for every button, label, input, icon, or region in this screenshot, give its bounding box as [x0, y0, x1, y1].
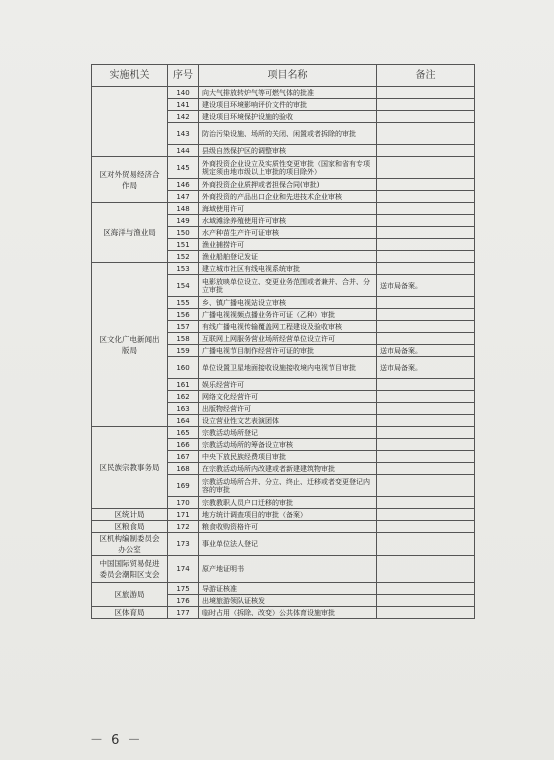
- remark-cell: [377, 379, 475, 391]
- item-name-cell: 地方统计调查项目的审批（备案）: [199, 509, 377, 521]
- remark-cell: [377, 99, 475, 111]
- number-cell: 168: [168, 463, 199, 475]
- item-name-cell: 建设项目环境影响评价文件的审批: [199, 99, 377, 111]
- item-name-cell: 向大气排放转炉气等可燃气体的批准: [199, 87, 377, 99]
- header-item-name: 项目名称: [199, 65, 377, 87]
- item-name-cell: 外商投资的产品出口企业和先进技术企业审核: [199, 191, 377, 203]
- item-name-cell: 有线广播电视传输覆盖网工程建设及验收审核: [199, 321, 377, 333]
- item-name-cell: 防治污染设施、场所的关闭、闲置或者拆除的审批: [199, 123, 377, 145]
- remark-cell: [377, 297, 475, 309]
- remark-cell: [377, 215, 475, 227]
- number-cell: 171: [168, 509, 199, 521]
- remark-cell: [377, 179, 475, 191]
- item-name-cell: 出境旅游领队证核发: [199, 595, 377, 607]
- table-row: [92, 509, 475, 521]
- number-cell: 172: [168, 521, 199, 533]
- item-name-cell: 水域滩涂养殖使用许可审核: [199, 215, 377, 227]
- item-name-cell: 宗教教职人员户口迁移的审批: [199, 497, 377, 509]
- table-row: [92, 607, 475, 619]
- agency-cell: 区文化广电新闻出版局: [92, 263, 168, 427]
- item-name-cell: 建立城市社区有线电视系统审批: [199, 263, 377, 275]
- number-cell: 164: [168, 415, 199, 427]
- table-row: [92, 87, 475, 99]
- item-name-cell: 海域使用许可: [199, 203, 377, 215]
- number-cell: 165: [168, 427, 199, 439]
- remark-cell: 送市局备案。: [377, 357, 475, 379]
- number-cell: 167: [168, 451, 199, 463]
- number-cell: 166: [168, 439, 199, 451]
- remark-cell: [377, 321, 475, 333]
- remark-cell: [377, 157, 475, 179]
- number-cell: 152: [168, 251, 199, 263]
- table-body: [92, 87, 475, 619]
- number-cell: 151: [168, 239, 199, 251]
- remark-cell: [377, 403, 475, 415]
- agency-cell: 区统计局: [92, 509, 168, 521]
- number-cell: 145: [168, 157, 199, 179]
- item-name-cell: 宗教活动场所登记: [199, 427, 377, 439]
- remark-cell: [377, 309, 475, 321]
- agency-cell: 区对外贸易经济合作局: [92, 157, 168, 203]
- item-name-cell: 临时占用（拆除、改变）公共体育设施审批: [199, 607, 377, 619]
- table-row: [92, 157, 475, 179]
- number-cell: 143: [168, 123, 199, 145]
- number-cell: 148: [168, 203, 199, 215]
- header-remark: 备注: [377, 65, 475, 87]
- remark-cell: [377, 251, 475, 263]
- number-cell: 169: [168, 475, 199, 497]
- table-row: [92, 533, 475, 556]
- remark-cell: [377, 263, 475, 275]
- number-cell: 173: [168, 533, 199, 556]
- page-number: － 6 －: [90, 733, 143, 748]
- number-cell: 142: [168, 111, 199, 123]
- number-cell: 159: [168, 345, 199, 357]
- agency-cell: 区机构编制委员会办公室: [92, 533, 168, 556]
- remark-cell: [377, 415, 475, 427]
- remark-cell: [377, 521, 475, 533]
- remark-cell: [377, 333, 475, 345]
- agency-cell: 中国国际贸易促进委员会潮阳区支会: [92, 556, 168, 583]
- number-cell: 144: [168, 145, 199, 157]
- item-name-cell: 水产种苗生产许可证审核: [199, 227, 377, 239]
- item-name-cell: 出版物经营许可: [199, 403, 377, 415]
- number-cell: 156: [168, 309, 199, 321]
- item-name-cell: 导游证核准: [199, 583, 377, 595]
- item-name-cell: 乡、镇广播电视站设立审核: [199, 297, 377, 309]
- remark-cell: [377, 463, 475, 475]
- agency-cell: 区旅游局: [92, 583, 168, 607]
- agency-cell: [92, 87, 168, 157]
- remark-cell: [377, 239, 475, 251]
- number-cell: 149: [168, 215, 199, 227]
- item-name-cell: 在宗教活动场所内改建或者新建建筑物审批: [199, 463, 377, 475]
- remark-cell: [377, 439, 475, 451]
- item-name-cell: 娱乐经营许可: [199, 379, 377, 391]
- remark-cell: [377, 583, 475, 595]
- agency-cell: 区海洋与渔业局: [92, 203, 168, 263]
- agency-cell: 区民族宗教事务局: [92, 427, 168, 509]
- number-cell: 162: [168, 391, 199, 403]
- item-name-cell: 设立营业性文艺表演团体: [199, 415, 377, 427]
- item-name-cell: 事业单位法人登记: [199, 533, 377, 556]
- number-cell: 174: [168, 556, 199, 583]
- item-name-cell: 原产地证明书: [199, 556, 377, 583]
- number-cell: 153: [168, 263, 199, 275]
- number-cell: 161: [168, 379, 199, 391]
- table-row: [92, 263, 475, 275]
- number-cell: 170: [168, 497, 199, 509]
- agency-cell: 区体育局: [92, 607, 168, 619]
- item-name-cell: 广播电视视频点播业务许可证（乙种）审批: [199, 309, 377, 321]
- item-name-cell: 粮食收购资格许可: [199, 521, 377, 533]
- agency-cell: 区粮食局: [92, 521, 168, 533]
- remark-cell: [377, 533, 475, 556]
- item-name-cell: 外商投资企业设立及实质性变更审批（国家和省有专项规定须由地市级以上审批的项目除外）: [199, 157, 377, 179]
- number-cell: 146: [168, 179, 199, 191]
- number-cell: 140: [168, 87, 199, 99]
- item-name-cell: 电影放映单位设立、变更业务范围或者兼并、合并、分立审批: [199, 275, 377, 297]
- item-name-cell: 县级自然保护区的调整审核: [199, 145, 377, 157]
- remark-cell: [377, 497, 475, 509]
- remark-cell: [377, 87, 475, 99]
- number-cell: 147: [168, 191, 199, 203]
- number-cell: 150: [168, 227, 199, 239]
- item-name-cell: 广播电视节目制作经营许可证的审批: [199, 345, 377, 357]
- item-name-cell: 宗教活动场所的筹备设立审核: [199, 439, 377, 451]
- table-row: [92, 583, 475, 595]
- number-cell: 177: [168, 607, 199, 619]
- item-name-cell: 宗教活动场所合并、分立、终止、迁移或者变更登记内容的审批: [199, 475, 377, 497]
- remark-cell: 送市局备案。: [377, 345, 475, 357]
- remark-cell: [377, 556, 475, 583]
- remark-cell: [377, 203, 475, 215]
- table-row: [92, 556, 475, 583]
- remark-cell: 送市局备案。: [377, 275, 475, 297]
- remark-cell: [377, 227, 475, 239]
- number-cell: 154: [168, 275, 199, 297]
- number-cell: 141: [168, 99, 199, 111]
- remark-cell: [377, 145, 475, 157]
- table-row: [92, 521, 475, 533]
- remark-cell: [377, 451, 475, 463]
- item-name-cell: 互联网上网服务营业场所经营单位设立许可: [199, 333, 377, 345]
- table-row: [92, 427, 475, 439]
- remark-cell: [377, 111, 475, 123]
- item-name-cell: 建设项目环境保护设施的验收: [199, 111, 377, 123]
- number-cell: 160: [168, 357, 199, 379]
- item-name-cell: 中央下放民族经费项目审批: [199, 451, 377, 463]
- item-name-cell: 渔业船舶登记发证: [199, 251, 377, 263]
- number-cell: 176: [168, 595, 199, 607]
- header-number: 序号: [168, 65, 199, 87]
- remark-cell: [377, 475, 475, 497]
- remark-cell: [377, 509, 475, 521]
- number-cell: 157: [168, 321, 199, 333]
- item-name-cell: 渔业捕捞许可: [199, 239, 377, 251]
- remark-cell: [377, 191, 475, 203]
- header-agency: 实施机关: [92, 65, 168, 87]
- remark-cell: [377, 427, 475, 439]
- table-row: [92, 203, 475, 215]
- remark-cell: [377, 607, 475, 619]
- number-cell: 175: [168, 583, 199, 595]
- approval-items-table: [91, 64, 475, 619]
- item-name-cell: 外商投资企业质押或者担保合同(审批): [199, 179, 377, 191]
- number-cell: 158: [168, 333, 199, 345]
- item-name-cell: 网络文化经营许可: [199, 391, 377, 403]
- item-name-cell: 单位设置卫星地面接收设施接收境内电视节目审批: [199, 357, 377, 379]
- remark-cell: [377, 123, 475, 145]
- table-header-row: [92, 65, 475, 87]
- remark-cell: [377, 391, 475, 403]
- remark-cell: [377, 595, 475, 607]
- number-cell: 155: [168, 297, 199, 309]
- number-cell: 163: [168, 403, 199, 415]
